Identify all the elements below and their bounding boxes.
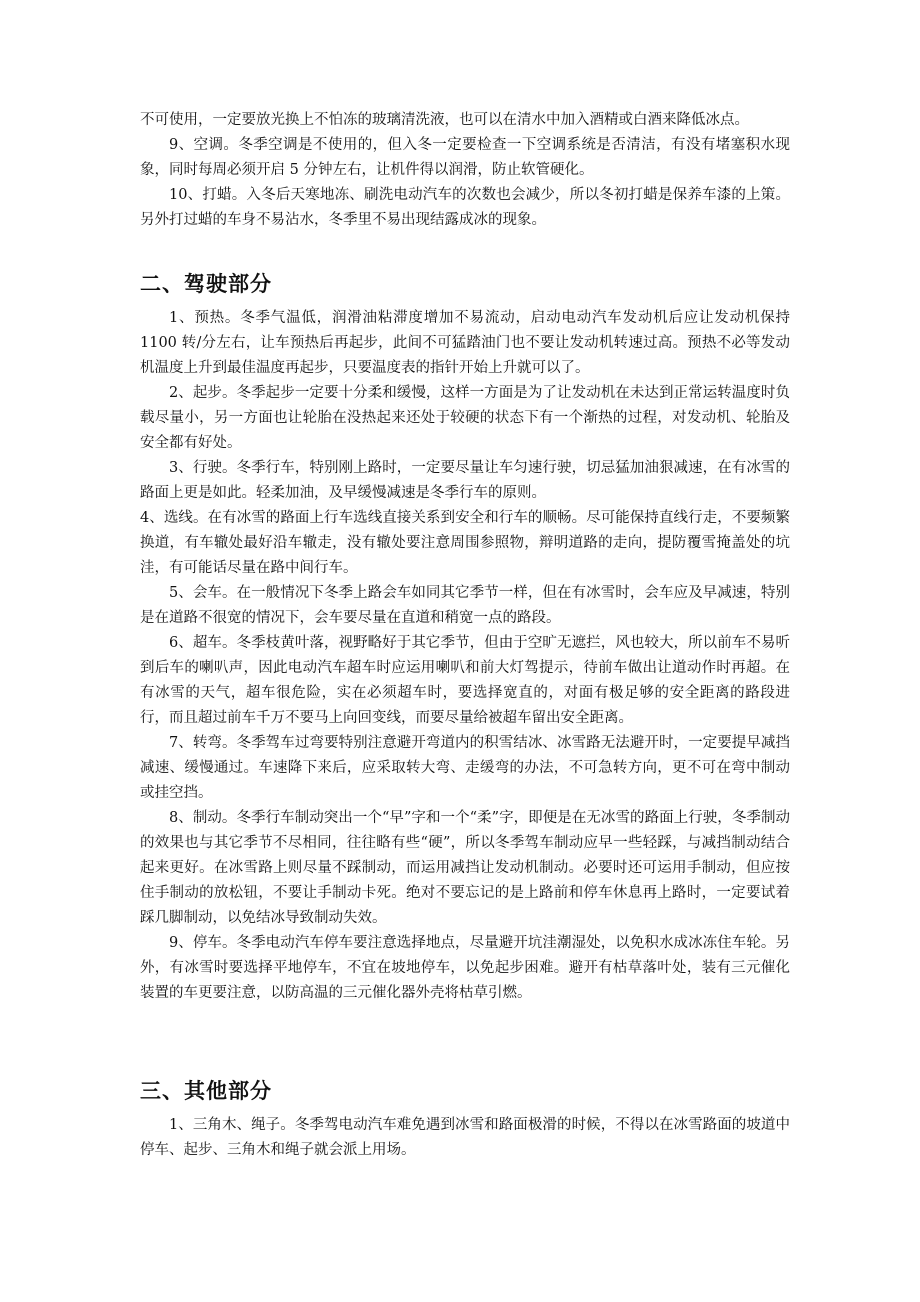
paragraph-overtaking: 6、超车。冬季枝黄叶落，视野略好于其它季节，但由于空旷无遮拦，风也较大，所以前车不易听到后车的喇叭声，因此电动汽车超车时应运用喇叭和前大灯驾提示，待前车做出让道动作时再超。在有冰雪的天气，超车很危险，实在必须超车时，要选择宽直的，对面有极足够的安全距离的路段进行，而且超过前车千万不要马上向回变线，而要尽量给被超车留出安全距离。 — [140, 635, 790, 726]
paragraph-lane-choice: 4、选线。在有冰雪的路面上行车选线直接关系到安全和行车的顺畅。尽可能保持直线行走，不要频繁换道，有车辙处最好沿车辙走，没有辙处要注意周围参照物，辩明道路的走向，提防覆雪掩盖处的坑洼，有可能话尽量在路中间行车。 — [140, 510, 790, 576]
paragraph-preheat: 1、预热。冬季气温低，润滑油粘滞度增加不易流动，启动电动汽车发动机后应让发动机保持 1100 转/分左右，让车预热后再起步，此间不可猛踏油门也不要让发动机转速过高。预热不必等发动机温度上升到最佳温度再起步，只要温度表的指针开始上升就可以了。 — [140, 310, 790, 376]
document-body — [140, 108, 790, 1163]
paragraph-wedge-rope: 1、三角木、绳子。冬季驾电动汽车难免遇到冰雪和路面极滑的时候，不得以在冰雪路面的坡道中停车、起步、三角木和绳子就会派上用场。 — [140, 1117, 790, 1158]
section-heading-other: 三、其他部分 — [140, 1079, 272, 1103]
paragraph-driving: 3、行驶。冬季行车，特别刚上路时，一定要尽量让车匀速行驶，切忌猛加油狠减速，在有冰雪的路面上更是如此。轻柔加油，及早缓慢减速是冬季行车的原则。 — [140, 460, 790, 501]
paragraph-turning: 7、转弯。冬季驾车过弯要特别注意避开弯道内的积雪结冰、冰雪路无法避开时，一定要提早减挡减速、缓慢通过。车速降下来后，应采取转大弯、走缓弯的办法，不可急转方向，更不可在弯中制动或挂空挡。 — [140, 735, 790, 801]
paragraph-parking: 9、停车。冬季电动汽车停车要注意选择地点，尽量避开坑洼潮湿处，以免积水成冰冻住车轮。另外，有冰雪时要选择平地停车，不宜在坡地停车，以免起步困难。避开有枯草落叶处，装有三元催化装置的车更要注意，以防高温的三元催化器外壳将枯草引燃。 — [140, 935, 790, 1001]
paragraph-continued: 不可使用，一定要放光换上不怕冻的玻璃清洗液，也可以在清水中加入酒精或白酒来降低冰点。 — [140, 112, 749, 128]
paragraph-air-conditioning: 9、空调。冬季空调是不使用的，但入冬一定要检查一下空调系统是否清洁，有没有堵塞积水现象，同时每周必须开启 5 分钟左右，让机件得以润滑，防止软管硬化。 — [140, 137, 790, 178]
section-heading-driving: 二、驾驶部分 — [140, 272, 272, 296]
paragraph-start: 2、起步。冬季起步一定要十分柔和缓慢，这样一方面是为了让发动机在未达到正常运转温度时负载尽量小，另一方面也让轮胎在没热起来还处于较硬的状态下有一个渐热的过程，对发动机、轮胎及安全都有好处。 — [140, 385, 790, 451]
paragraph-passing: 5、会车。在一般情况下冬季上路会车如同其它季节一样，但在有冰雪时，会车应及早减速，特别是在道路不很宽的情况下，会车要尽量在直道和稍宽一点的路段。 — [140, 585, 790, 626]
paragraph-braking: 8、制动。冬季行车制动突出一个“早”字和一个“柔”字，即便是在无冰雪的路面上行驶，冬季制动的效果也与其它季节不尽相同，往往略有些“硬”，所以冬季驾车制动应早一些轻踩，与减挡制动结合起来更好。在冰雪路上则尽量不踩制动，而运用减挡让发动机制动。必要时还可运用手制动，但应按住手制动的放松钮，不要让手制动卡死。绝对不要忘记的是上路前和停车休息再上路时，一定要试着踩几脚制动，以免结冰导致制动失效。 — [140, 810, 790, 926]
paragraph-waxing: 10、打蜡。入冬后天寒地冻、刷洗电动汽车的次数也会减少，所以冬初打蜡是保养车漆的上策。另外打过蜡的车身不易沾水，冬季里不易出现结露成冰的现象。 — [140, 187, 790, 228]
